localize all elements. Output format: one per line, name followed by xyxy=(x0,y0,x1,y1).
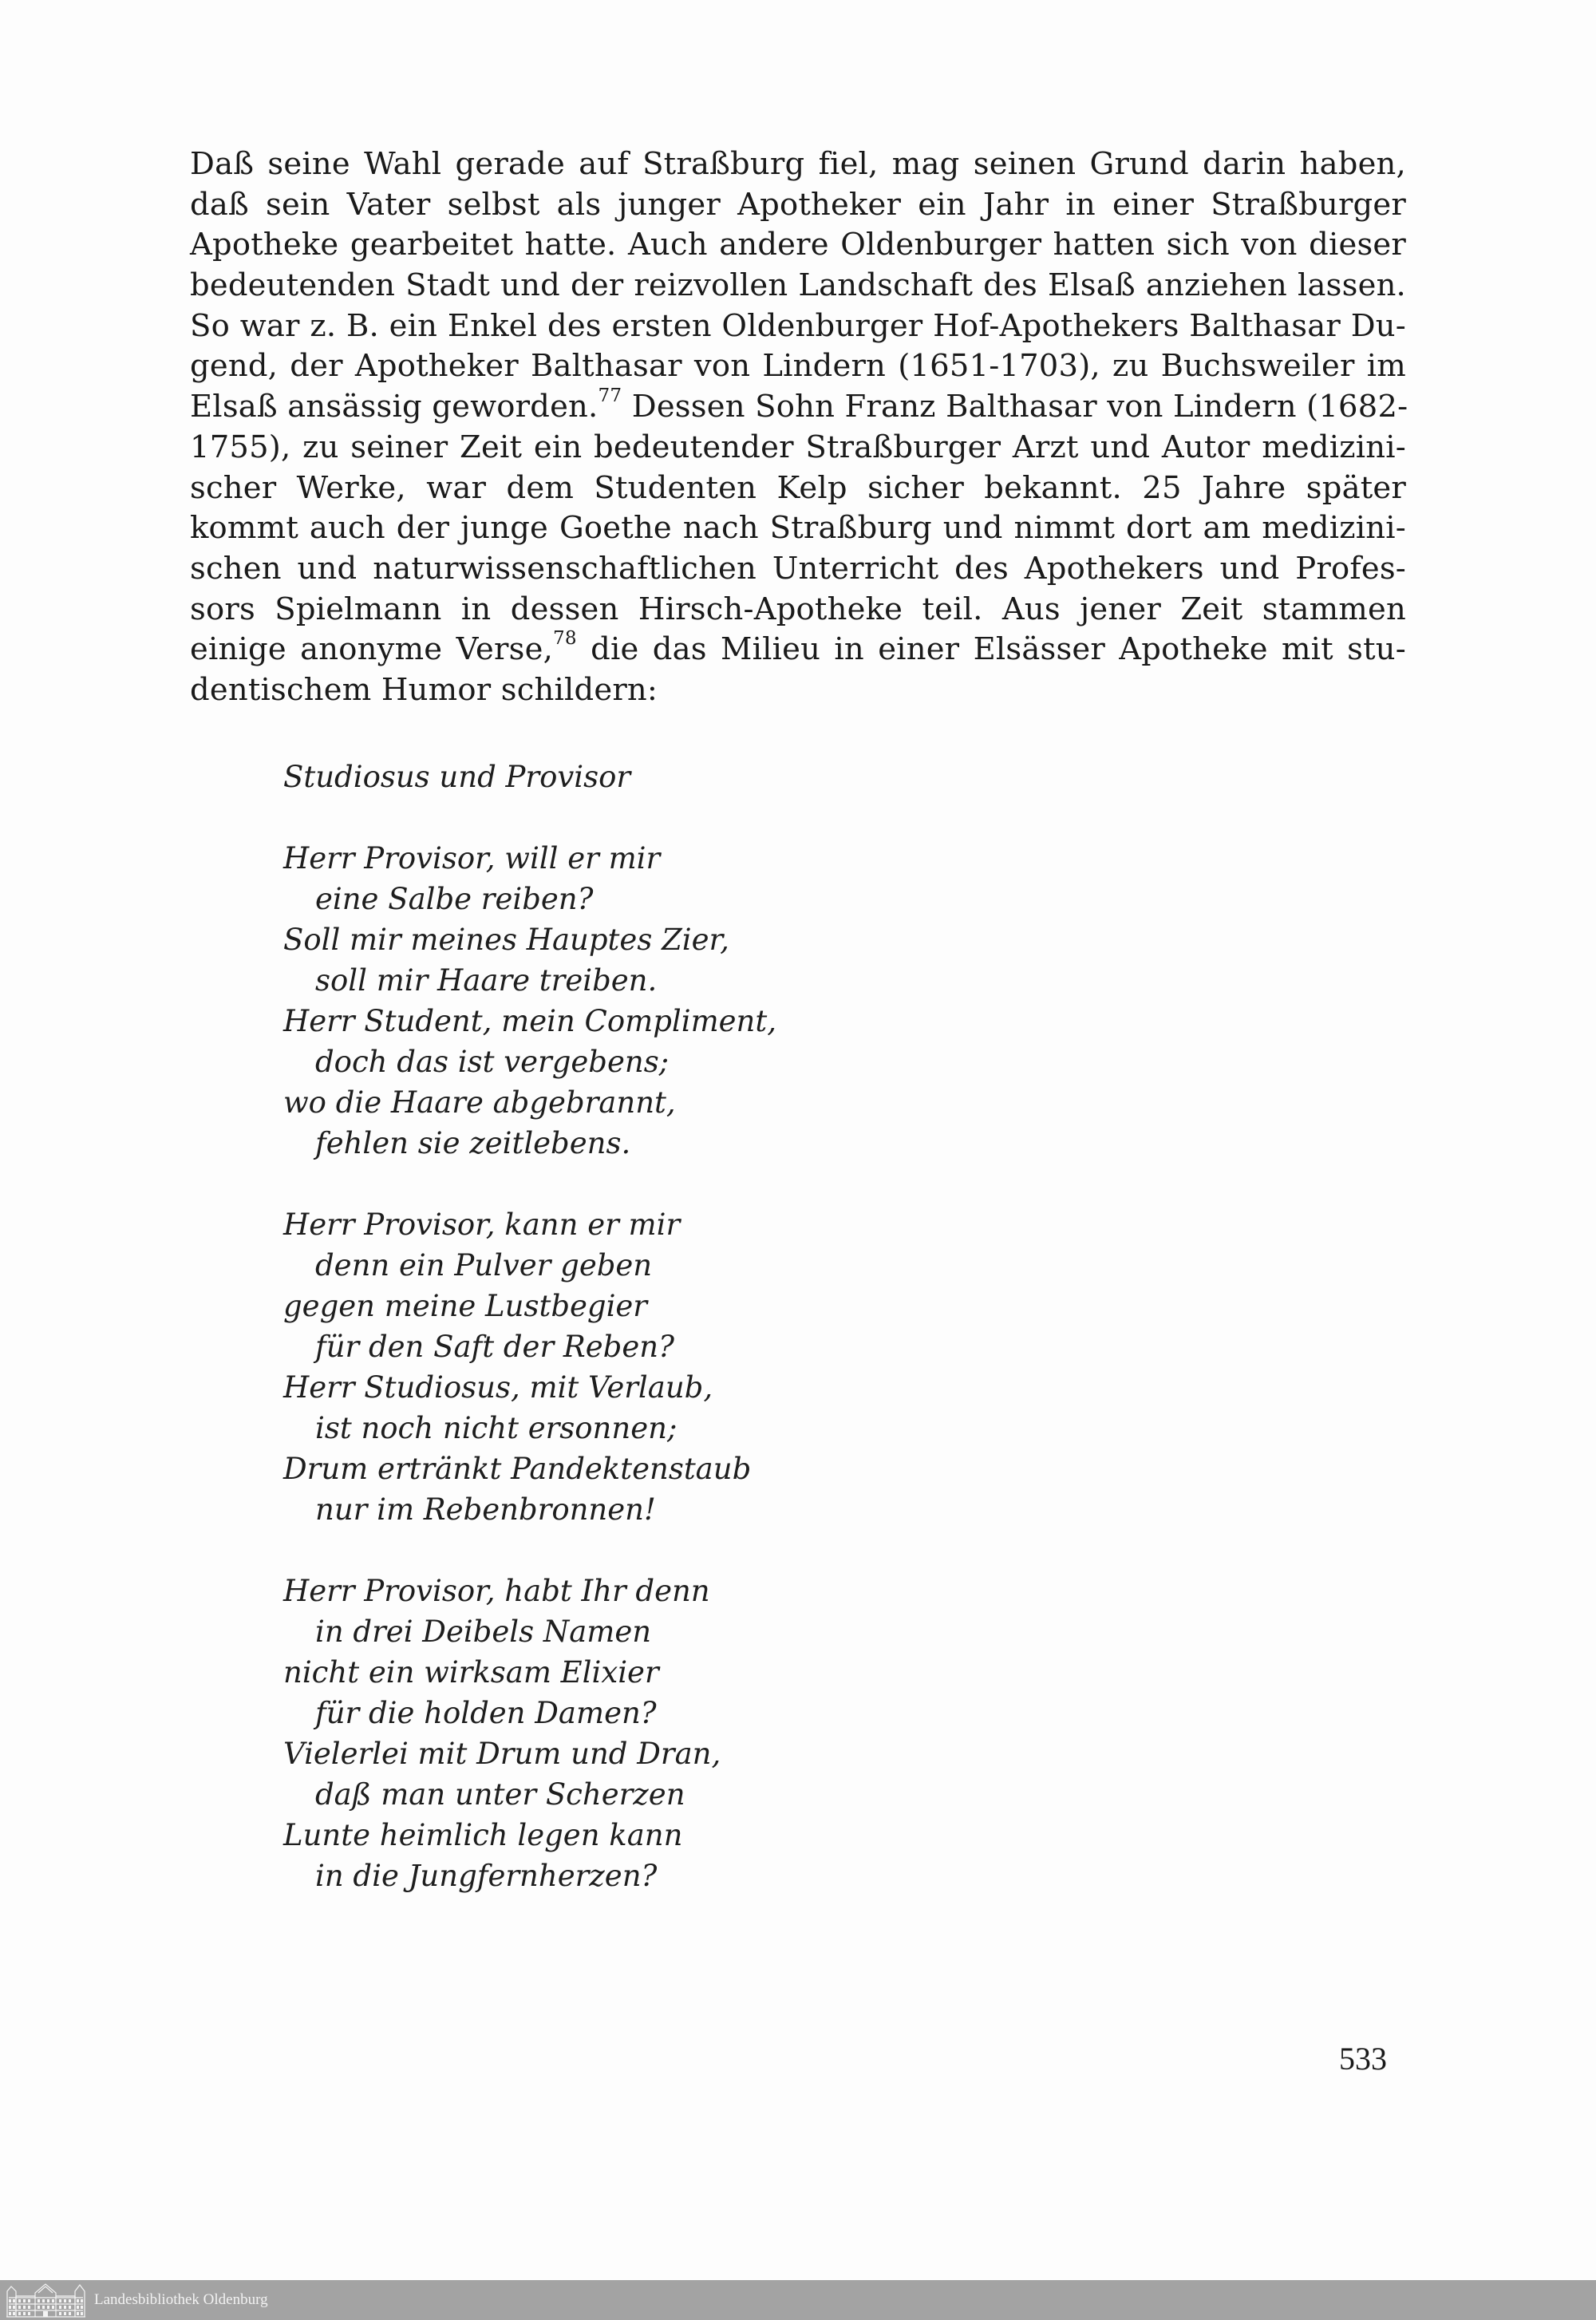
prose-line: dentischem Humor schildern: xyxy=(190,671,658,708)
prose-line: 1755), zu seiner Zeit ein bedeutender Straßburger Arzt und Autor medizini- xyxy=(190,429,1406,465)
poem xyxy=(283,757,776,1937)
poem-stanza-2 xyxy=(283,1204,776,1530)
verse-line: Drum ertränkt Pandektenstaub xyxy=(283,1452,752,1486)
verse-line: eine Salbe reiben? xyxy=(315,882,594,916)
footnote-ref-77[interactable]: 77 xyxy=(598,385,622,406)
verse-line: wo die Haare abgebrannt, xyxy=(283,1085,676,1120)
page-number: 533 xyxy=(1339,2041,1387,2077)
verse-line: Herr Studiosus, mit Verlaub, xyxy=(283,1370,713,1405)
verse-line: Herr Provisor, habt Ihr denn xyxy=(283,1574,710,1608)
prose-line xyxy=(190,387,1406,428)
verse-line: doch das ist vergebens; xyxy=(315,1045,670,1079)
prose-line: sors Spielmann in dessen Hirsch-Apotheke teil. Aus jener Zeit stammen xyxy=(190,591,1406,627)
verse-line: daß man unter Scherzen xyxy=(315,1777,685,1812)
verse-line: in drei Deibels Namen xyxy=(315,1615,652,1649)
verse-line: für die holden Damen? xyxy=(315,1696,657,1730)
verse-line: Herr Student, mein Compliment, xyxy=(283,1004,777,1038)
verse-line: in die Jungfernherzen? xyxy=(315,1859,658,1893)
verse-line: Herr Provisor, kann er mir xyxy=(283,1207,681,1242)
prose-line: daß sein Vater selbst als junger Apotheker ein Jahr in einer Straßburger xyxy=(190,186,1406,223)
library-footer-bar xyxy=(0,2280,1596,2320)
verse-line: ist noch nicht ersonnen; xyxy=(315,1411,678,1445)
prose-line-part: die das Milieu in einer Elsässer Apotheke mit stu- xyxy=(591,631,1406,668)
verse-line: nur im Rebenbronnen! xyxy=(315,1492,656,1527)
prose-line: schen und naturwissenschaftlichen Unterricht des Apothekers und Profes- xyxy=(190,550,1406,587)
verse-line: fehlen sie zeitlebens. xyxy=(315,1126,631,1160)
verse-line: für den Saft der Reben? xyxy=(315,1330,674,1364)
verse-line: gegen meine Lustbegier xyxy=(283,1289,647,1323)
verse-line: Soll mir meines Hauptes Zier, xyxy=(283,923,729,957)
prose-line: bedeutenden Stadt und der reizvollen Landschaft des Elsaß anziehen lassen. xyxy=(190,267,1406,304)
verse-line: soll mir Haare treiben. xyxy=(315,963,658,998)
verse-line: nicht ein wirksam Elixier xyxy=(283,1655,659,1690)
prose-line: kommt auch der junge Goethe nach Straßburg und nimmt dort am medizini- xyxy=(190,510,1406,547)
verse-line: denn ein Pulver geben xyxy=(315,1248,653,1283)
verse-line: Herr Provisor, will er mir xyxy=(283,841,661,875)
prose-line: Daß seine Wahl gerade auf Straßburg fiel, mag seinen Grund darin haben, xyxy=(190,146,1406,182)
prose-paragraph xyxy=(190,144,1406,711)
prose-line-part: einige anonyme Verse, xyxy=(190,631,554,668)
prose-line-part: Elsaß ansässig geworden. xyxy=(190,389,598,425)
verse-line: Lunte heimlich legen kann xyxy=(283,1818,683,1852)
library-building-icon xyxy=(5,2282,86,2318)
prose-line: scher Werke, war dem Studenten Kelp sicher bekannt. 25 Jahre später xyxy=(190,469,1406,506)
prose-line-part: Dessen Sohn Franz Balthasar von Lindern (1682- xyxy=(631,389,1408,425)
prose-line: gend, der Apotheker Balthasar von Lindern (1651-1703), zu Buchsweiler im xyxy=(190,348,1406,385)
poem-stanza-1 xyxy=(283,838,776,1164)
library-name: Landesbibliothek Oldenburg xyxy=(94,2291,268,2308)
footnote-ref-78[interactable]: 78 xyxy=(553,627,577,649)
prose-line: Apotheke gearbeitet hatte. Auch andere Oldenburger hatten sich von dieser xyxy=(190,227,1406,263)
poem-stanza-3 xyxy=(283,1571,776,1896)
verse-line: Vielerlei mit Drum und Dran, xyxy=(283,1737,721,1771)
prose-line xyxy=(190,627,1406,670)
prose-line: So war z. B. ein Enkel des ersten Oldenburger Hof-Apothekers Balthasar Du- xyxy=(190,307,1406,344)
poem-title: Studiosus und Provisor xyxy=(283,760,631,794)
